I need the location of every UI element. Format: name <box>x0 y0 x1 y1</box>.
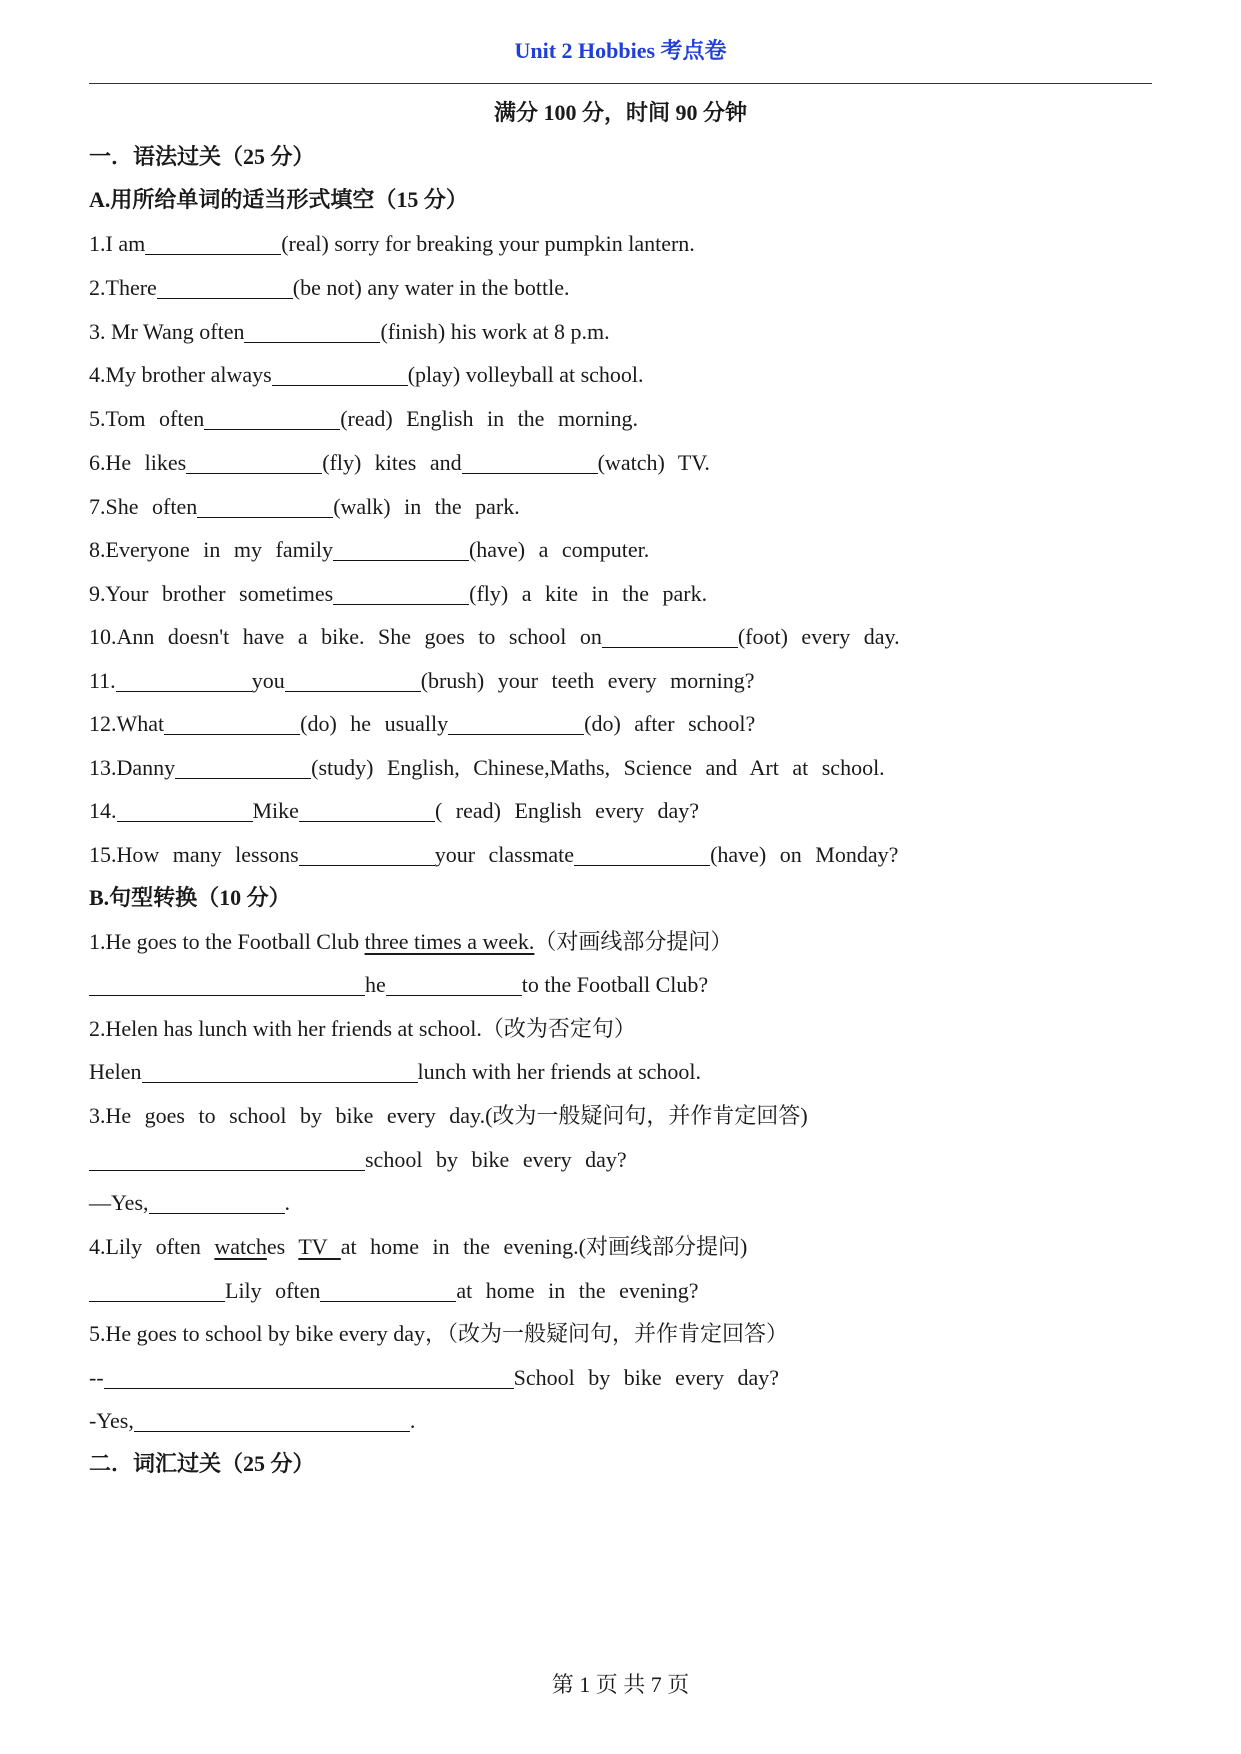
answer-blank[interactable] <box>186 453 322 474</box>
page-footer: 第 1 页 共 7 页 <box>551 1672 690 1697</box>
answer-blank[interactable] <box>272 365 408 386</box>
question-a3: 3. Mr Wang often (finish) his work at 8 p.m. <box>89 319 610 344</box>
page-header-title: Unit 2 Hobbies 考点卷 <box>514 38 727 63</box>
answer-blank[interactable] <box>117 801 253 822</box>
answer-blank[interactable] <box>204 409 340 430</box>
answer-blank[interactable] <box>116 671 252 692</box>
question-a14: 14. Mike ( read) English every day? <box>89 798 700 823</box>
exam-info: 满分 100 分，时间 90 分钟 <box>493 100 747 125</box>
answer-b2: Helen lunch with her friends at school. <box>89 1059 702 1084</box>
answer-blank[interactable] <box>320 1281 456 1302</box>
answer-blank[interactable] <box>602 627 738 648</box>
answer-blank[interactable] <box>104 1368 514 1389</box>
answer-blank[interactable] <box>333 540 469 561</box>
answer-blank[interactable] <box>149 1193 285 1214</box>
question-b3: 3.He goes to school by bike every day.(改为一般疑问句，并作肯定回答) <box>89 1103 808 1128</box>
answer-b1: he to the Football Club? <box>89 970 708 1000</box>
answer-blank[interactable] <box>175 758 311 779</box>
answer-blank[interactable] <box>164 714 300 735</box>
answer-blank[interactable] <box>89 1281 225 1302</box>
part-a-title: A.用所给单词的适当形式填空（15 分） <box>89 187 468 212</box>
question-a2: 2.There (be not) any water in the bottle. <box>89 275 570 300</box>
question-a11: 11. you (brush) your teeth every morning? <box>89 668 755 693</box>
section-1-title: 一．语法过关（25 分） <box>89 144 315 169</box>
question-a4: 4.My brother always (play) volleyball at school. <box>89 362 644 387</box>
question-a8: 8.Everyone in my family (have) a computer. <box>89 537 650 562</box>
question-a10: 10.Ann doesn't have a bike. She goes to school on (foot) every day. <box>89 624 900 649</box>
answer-blank[interactable] <box>157 278 293 299</box>
answer-blank[interactable] <box>285 671 421 692</box>
reply-b5: -Yes, . <box>89 1408 416 1433</box>
question-b2: 2.Helen has lunch with her friends at school.（改为否定句） <box>89 1016 636 1041</box>
part-b-title: B.句型转换（10 分） <box>89 885 291 910</box>
answer-blank[interactable] <box>134 1411 410 1432</box>
answer-blank[interactable] <box>448 714 584 735</box>
answer-blank[interactable] <box>299 801 435 822</box>
question-a9: 9.Your brother sometimes (fly) a kite in the park. <box>89 581 708 606</box>
answer-b5: -- School by bike every day? <box>89 1365 780 1390</box>
question-a6: 6.He likes (fly) kites and (watch) TV. <box>89 450 710 475</box>
answer-blank[interactable] <box>89 1150 365 1171</box>
answer-blank[interactable] <box>299 845 435 866</box>
section-2-title: 二．词汇过关（25 分） <box>89 1451 315 1476</box>
answer-b4: Lily often at home in the evening? <box>89 1276 699 1306</box>
answer-blank[interactable] <box>197 497 333 518</box>
answer-blank[interactable] <box>142 1062 418 1083</box>
question-b4: 4.Lily often watches TV at home in the evening.(对画线部分提问) <box>89 1234 748 1259</box>
question-b1: 1.He goes to the Football Club three times a week.（对画线部分提问） <box>89 929 733 954</box>
question-a1: 1.I am (real) sorry for breaking your pumpkin lantern. <box>89 231 695 256</box>
question-b5: 5.He goes to school by bike every day，（改为一般疑问句，并作肯定回答） <box>89 1321 789 1346</box>
answer-b3: school by bike every day? <box>89 1145 627 1175</box>
answer-blank[interactable] <box>462 453 598 474</box>
answer-blank[interactable] <box>574 845 710 866</box>
reply-b3: —Yes, . <box>89 1190 291 1215</box>
answer-blank[interactable] <box>386 975 522 996</box>
answer-blank[interactable] <box>89 975 365 996</box>
question-a15: 15.How many lessons your classmate (have) on Monday? <box>89 842 899 867</box>
header-divider <box>89 83 1152 84</box>
question-a13: 13.Danny (study) English, Chinese,Maths, Science and Art at school. <box>89 755 885 780</box>
question-a12: 12.What (do) he usually (do) after school? <box>89 711 756 736</box>
answer-blank[interactable] <box>333 584 469 605</box>
answer-blank[interactable] <box>145 234 281 255</box>
question-a7: 7.She often (walk) in the park. <box>89 494 520 519</box>
answer-blank[interactable] <box>244 322 380 343</box>
question-a5: 5.Tom often (read) English in the morning. <box>89 406 638 431</box>
